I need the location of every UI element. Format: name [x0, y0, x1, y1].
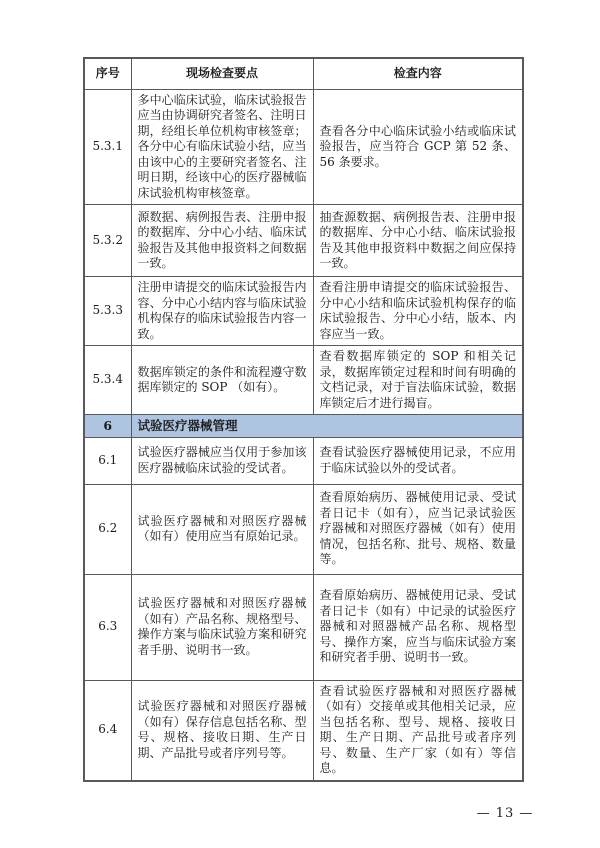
row-number-cell: 6.2: [84, 484, 131, 574]
row-number-cell: 5.3.4: [84, 346, 131, 415]
row-number-cell: 6.3: [84, 574, 131, 680]
page-number: — 13 —: [476, 806, 534, 821]
table-row: [84, 205, 523, 277]
content-cell: 查看数据库锁定的 SOP 和相关记录，数据库锁定过程和时间有明确的文档记录，对于盲法临床试验，数据库锁定后才进行揭盲。: [313, 346, 523, 415]
points-cell: 试验医疗器械和对照医疗器械（如有）产品名称、规格型号、操作方案与临床试验方案和研究者手册、说明书一致。: [131, 574, 313, 680]
content-cell: 查看试验医疗器械和对照医疗器械（如有）交接单或其他相关记录，应当包括名称、型号、规格、接收日期、生产日期、产品批号或者序列号、数量、生产厂家（如有）等信息。: [313, 680, 523, 781]
content-cell: 抽查源数据、病例报告表、注册申报的数据库、分中心小结、临床试验报告及其他申报资料中数据之间应保持一致。: [313, 205, 523, 277]
table-row: [84, 680, 523, 781]
points-cell: 试验医疗器械和对照医疗器械（如有）使用应当有原始记录。: [131, 484, 313, 574]
section-number-cell: 6: [84, 415, 131, 438]
content-cell: 查看原始病历、器械使用记录、受试者日记卡（如有）中记录的试验医疗器械和对照器械产品名称、规格型号、操作方案，应当与临床试验方案和研究者手册、说明书一致。: [313, 574, 523, 680]
section-header-row: [84, 415, 523, 438]
table-header-row: [84, 58, 523, 89]
column-header-no: 序号: [84, 58, 131, 89]
column-header-content: 检查内容: [313, 58, 523, 89]
column-header-points: 现场检查要点: [131, 58, 313, 89]
inspection-table: [83, 57, 524, 782]
table-row: [84, 574, 523, 680]
section-title-cell: 试验医疗器械管理: [131, 415, 523, 438]
content-cell: 查看各分中心临床试验小结或临床试验报告，应当符合 GCP 第 52 条、56 条要求。: [313, 89, 523, 205]
table-row: [84, 277, 523, 346]
points-cell: 多中心临床试验，临床试验报告应当由协调研究者签名、注明日期，经组长单位机构审核签章；各分中心有临床试验小结，应当由该中心的主要研究者签名、注明日期，经该中心的医疗器械临床试验机构审核签章。: [131, 89, 313, 205]
row-number-cell: 5.3.2: [84, 205, 131, 277]
content-cell: 查看试验医疗器械使用记录，不应用于临床试验以外的受试者。: [313, 437, 523, 484]
table-row: [84, 89, 523, 205]
row-number-cell: 5.3.1: [84, 89, 131, 205]
table-row: [84, 437, 523, 484]
points-cell: 注册申请提交的临床试验报告内容、分中心小结内容与临床试验机构保存的临床试验报告内容一致。: [131, 277, 313, 346]
row-number-cell: 6.4: [84, 680, 131, 781]
row-number-cell: 6.1: [84, 437, 131, 484]
content-cell: 查看原始病历、器械使用记录、受试者日记卡（如有），应当记录试验医疗器械和对照医疗器械（如有）使用情况，包括名称、批号、规格、数量等。: [313, 484, 523, 574]
points-cell: 试验医疗器械应当仅用于参加该医疗器械临床试验的受试者。: [131, 437, 313, 484]
points-cell: 试验医疗器械和对照医疗器械（如有）保存信息包括名称、型号、规格、接收日期、生产日期、产品批号或者序列号等。: [131, 680, 313, 781]
table-row: [84, 484, 523, 574]
points-cell: 源数据、病例报告表、注册申报的数据库、分中心小结、临床试验报告及其他申报资料之间数据一致。: [131, 205, 313, 277]
table-row: [84, 346, 523, 415]
points-cell: 数据库锁定的条件和流程遵守数据库锁定的 SOP （如有）。: [131, 346, 313, 415]
row-number-cell: 5.3.3: [84, 277, 131, 346]
content-cell: 查看注册申请提交的临床试验报告、分中心小结和临床试验机构保存的临床试验报告、分中心小结，版本、内容应当一致。: [313, 277, 523, 346]
